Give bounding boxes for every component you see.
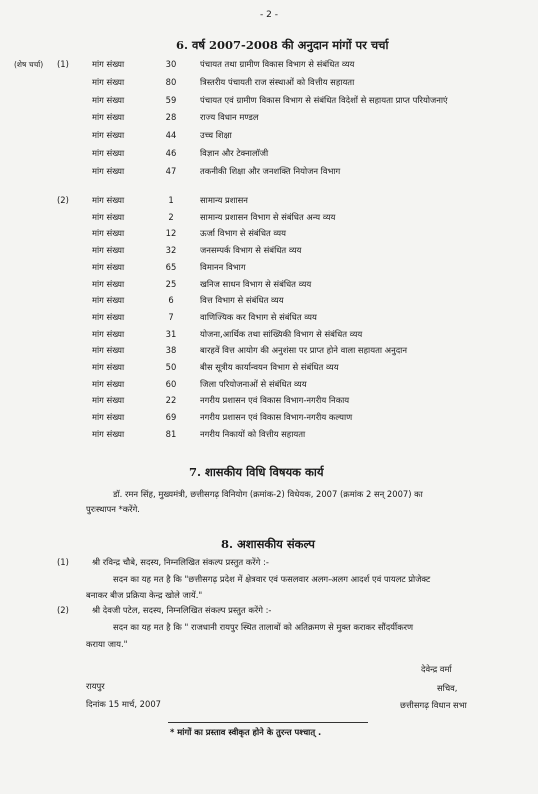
demand-row [0, 427, 538, 442]
demand-label: मांग संख्या [92, 428, 125, 439]
demand-label: मांग संख्या [92, 148, 125, 158]
demand-label: मांग संख्या [92, 328, 125, 339]
demand-description: जिला परियोजनाओं से संबंधित व्यय [200, 378, 307, 389]
demand-label: मांग संख्या [92, 378, 125, 389]
resolution-2-text-line-1: सदन का यह मत है कि " राजधानी रायपुर स्थित तालाबों को अतिक्रमण से मुक्त कराकर सौंदर्यीकरण [113, 622, 414, 632]
demand-number: 12 [165, 228, 177, 239]
demand-number: 30 [165, 59, 177, 69]
demand-label: मांग संख्या [92, 228, 125, 239]
demand-description: उच्च शिक्षा [200, 130, 232, 141]
signatory-office: छत्तीसगढ़ विधान सभा [400, 700, 467, 710]
demand-label: मांग संख्या [92, 412, 125, 423]
resolution-2-text-line-2: कराया जाय." [86, 639, 128, 649]
footnote-rule-top [168, 722, 368, 723]
demand-label: मांग संख्या [92, 261, 125, 272]
demand-description: विमानन विभाग [200, 261, 246, 272]
demand-description: ऊर्जा विभाग से संबंधित व्यय [200, 228, 286, 239]
group-index: (1) [57, 59, 69, 69]
demand-number: 44 [165, 130, 177, 141]
demand-number: 65 [165, 261, 177, 272]
bill-text-line-2: पुरःस्थापन *करेंगे. [86, 504, 140, 514]
demand-description: राज्य विधान मण्डल [200, 112, 259, 123]
demand-label: मांग संख्या [92, 130, 125, 141]
demand-description: पंचायत एवं ग्रामीण विकास विभाग से संबंधित विदेशों से सहायता प्राप्त परियोजनाएं [200, 94, 448, 105]
resolution-1-mover: श्री रविन्द्र चौबे, सदस्य, निम्नलिखित संकल्प प्रस्तुत करेंगे :- [92, 557, 269, 567]
demand-number: 47 [165, 165, 177, 176]
demand-row [0, 193, 538, 208]
signatory-name: देवेन्द्र वर्मा [421, 664, 452, 674]
demand-description: बारहवें वित्त आयोग की अनुशंसा पर प्राप्त होने वाला सहायता अनुदान [200, 345, 407, 356]
demand-description: योजना,आर्थिक तथा सांख्यिकी विभाग से संबंधित व्यय [200, 328, 363, 339]
demand-row [0, 210, 538, 225]
demand-description: जनसम्पर्क विभाग से संबंधित व्यय [200, 245, 302, 256]
demand-description: वाणिज्यिक कर विभाग से संबंधित व्यय [200, 311, 317, 322]
demand-row [0, 164, 538, 179]
demand-description: नगरीय प्रशासन एवं विकास विभाग-नगरीय निकाय [200, 395, 350, 406]
demand-number: 31 [165, 328, 177, 339]
footnote: * मांगों का प्रस्ताव स्वीकृत होने के तुरन्त पश्चात् . [170, 727, 322, 737]
section-6-title: 6. वर्ष 2007-2008 की अनुदान मांगों पर चर्चा [176, 38, 389, 52]
resolution-1-index: (1) [57, 557, 69, 567]
demand-description: खनिज साधन विभाग से संबंधित व्यय [200, 278, 312, 289]
demand-description: विज्ञान और टेक्नालॉजी [200, 148, 269, 158]
demand-description: वित्त विभाग से संबंधित व्यय [200, 295, 284, 306]
demand-row [0, 343, 538, 358]
demand-number: 22 [165, 395, 177, 406]
demand-number: 80 [165, 76, 177, 87]
demand-row [0, 243, 538, 258]
demand-row [0, 310, 538, 325]
demand-number: 25 [165, 278, 177, 289]
demand-number: 28 [165, 112, 177, 123]
demand-description: बीस सूत्रीय कार्यान्वयन विभाग से संबंधित व्यय [200, 362, 339, 372]
page-number: - 2 - [260, 10, 278, 20]
demand-number: 38 [165, 345, 177, 356]
demand-label: मांग संख्या [92, 362, 125, 372]
demand-row [0, 57, 538, 72]
demand-row [0, 146, 538, 161]
demand-row [0, 128, 538, 143]
demand-row [0, 93, 538, 108]
section-7-title: 7. शासकीय विधि विषयक कार्य [189, 465, 324, 479]
demand-number: 81 [165, 428, 177, 439]
demand-label: मांग संख्या [92, 59, 125, 69]
demand-description: नगरीय निकायों को वित्तीय सहायता [200, 428, 306, 439]
demand-label: मांग संख्या [92, 112, 125, 123]
continued-tag: (शेष चर्चा) [14, 60, 44, 69]
demand-description: सामान्य प्रशासन विभाग से संबंधित अन्य व्यय [200, 211, 336, 222]
demand-label: मांग संख्या [92, 165, 125, 176]
demand-description: पंचायत तथा ग्रामीण विकास विभाग से संबंधित व्यय [200, 59, 355, 69]
bill-text-line-1: डॉ. रमन सिंह, मुख्यमंत्री, छत्तीसगढ़ विनियोग (क्रमांक-2) विधेयक, 2007 (क्रमांक 2 सन् 2007) का [113, 489, 423, 499]
demand-row [0, 75, 538, 90]
group-index: (2) [57, 195, 69, 205]
place: रायपुर [86, 681, 105, 691]
date: दिनांक 15 मार्च, 2007 [86, 699, 161, 709]
demand-description: सामान्य प्रशासन [200, 195, 248, 205]
demand-label: मांग संख्या [92, 195, 125, 205]
demand-label: मांग संख्या [92, 395, 125, 406]
demand-row [0, 277, 538, 292]
demand-row [0, 293, 538, 308]
resolution-1-text-line-1: सदन का यह मत है कि "छत्तीसगढ़ प्रदेश में क्षेत्रवार एवं फसलवार अलग-अलग आदर्श एवं पायलट प्रोजेक्ट [113, 574, 431, 584]
resolution-1-text-line-2: बनाकर बीज प्रक्रिया केन्द्र खोले जायें." [86, 590, 203, 600]
demand-number: 50 [165, 362, 177, 372]
demand-row [0, 410, 538, 425]
demand-label: मांग संख्या [92, 211, 125, 222]
demand-row [0, 226, 538, 241]
resolution-2-index: (2) [57, 605, 69, 615]
demand-label: मांग संख्या [92, 278, 125, 289]
demand-label: मांग संख्या [92, 295, 125, 306]
demand-row [0, 360, 538, 375]
demand-number: 69 [165, 412, 177, 423]
demand-description: त्रिस्तरीय पंचायती राज संस्थाओं को वित्तीय सहायता [200, 76, 355, 87]
demand-row [0, 327, 538, 342]
demand-description: तकनीकी शिक्षा और जनशक्ति नियोजन विभाग [200, 165, 341, 176]
demand-number: 2 [168, 211, 174, 222]
demand-number: 1 [168, 195, 174, 205]
demand-row [0, 377, 538, 392]
demand-row [0, 110, 538, 125]
demand-label: मांग संख्या [92, 76, 125, 87]
resolution-2-mover: श्री देवजी पटेल, सदस्य, निम्नलिखित संकल्प प्रस्तुत करेंगे :- [92, 605, 272, 615]
demand-label: मांग संख्या [92, 311, 125, 322]
demand-label: मांग संख्या [92, 94, 125, 105]
demand-number: 60 [165, 378, 177, 389]
demand-number: 32 [165, 245, 177, 256]
section-8-title: 8. अशासकीय संकल्प [221, 537, 315, 551]
demand-number: 7 [168, 311, 174, 322]
demand-label: मांग संख्या [92, 345, 125, 356]
demand-description: नगरीय प्रशासन एवं विकास विभाग-नगरीय कल्याण [200, 412, 353, 423]
demand-number: 46 [165, 148, 177, 158]
demand-label: मांग संख्या [92, 245, 125, 256]
demand-number: 6 [168, 295, 174, 306]
demand-row [0, 393, 538, 408]
demand-number: 59 [165, 94, 177, 105]
demand-row [0, 260, 538, 275]
signatory-title: सचिव, [437, 683, 458, 693]
